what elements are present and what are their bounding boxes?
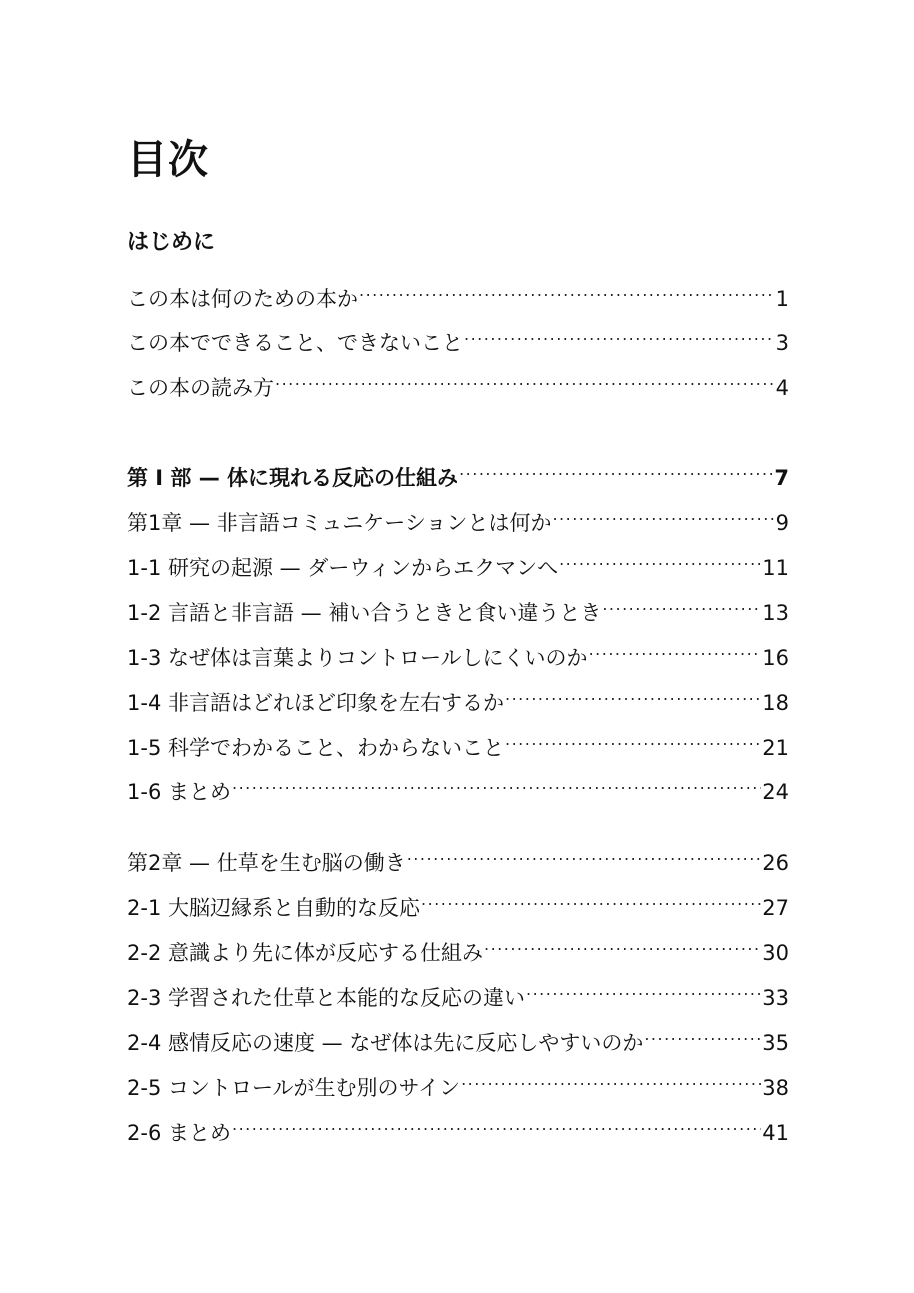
toc-entry[interactable]	[127, 1020, 789, 1055]
dot-leader	[505, 680, 761, 710]
toc-entry[interactable]	[127, 930, 789, 965]
dot-leader	[359, 276, 775, 306]
dot-leader	[484, 930, 761, 960]
toc-entry-page-number: 4	[775, 376, 789, 400]
dot-leader	[589, 635, 762, 665]
toc-entry-page-number: 13	[762, 601, 789, 625]
toc-entry-page-number: 9	[775, 511, 789, 535]
toc-entry-chapter-1[interactable]	[127, 500, 789, 535]
toc-entry-part-1[interactable]	[127, 455, 789, 490]
toc-entry-label: この本は何のための本か	[127, 287, 358, 311]
toc-entry[interactable]	[127, 1110, 789, 1145]
dot-leader	[505, 725, 761, 755]
toc-entry-label: 1-3 なぜ体は言葉よりコントロールしにくいのか	[127, 646, 588, 670]
toc-entry-page-number: 3	[775, 331, 789, 355]
toc-entry-page-number: 35	[762, 1031, 789, 1055]
toc-entry-page-number: 33	[762, 986, 789, 1010]
dot-leader	[275, 365, 775, 395]
toc-entry-page-number: 11	[762, 556, 789, 580]
toc-entry-page-number: 7	[774, 466, 789, 490]
toc-entry-page-number: 27	[762, 896, 789, 920]
toc-entry-page-number: 16	[762, 646, 789, 670]
page-title: 目次	[127, 137, 209, 183]
toc-entry-page-number: 21	[762, 736, 789, 760]
toc-entry-label: 1-5 科学でわかること、わからないこと	[127, 736, 504, 760]
toc-entry-label: 2-4 感情反応の速度 — なぜ体は先に反応しやすいのか	[127, 1031, 644, 1055]
dot-leader	[559, 545, 761, 575]
toc-entry-page-number: 18	[762, 691, 789, 715]
toc-entry-label: この本でできること、できないこと	[127, 331, 463, 355]
toc-entry[interactable]	[127, 276, 789, 311]
toc-entry[interactable]	[127, 769, 789, 804]
toc-entry-label: 1-6 まとめ	[127, 780, 231, 804]
section-heading-intro: はじめに	[127, 230, 216, 255]
toc-entry-page-number: 1	[775, 287, 789, 311]
toc-entry-label: 第2章 — 仕草を生む脳の働き	[127, 851, 406, 875]
toc-entry-page-number: 26	[762, 851, 789, 875]
toc-entry[interactable]	[127, 680, 789, 715]
toc-entry[interactable]	[127, 590, 789, 625]
toc-entry-label: 2-1 大脳辺縁系と自動的な反応	[127, 896, 420, 920]
toc-entry-label: 1-1 研究の起源 — ダーウィンからエクマンへ	[127, 556, 559, 580]
dot-leader	[602, 590, 761, 620]
toc-entry-label: 1-2 言語と非言語 — 補い合うときと食い違うとき	[127, 601, 602, 625]
toc-entry[interactable]	[127, 320, 789, 355]
toc-entry[interactable]	[127, 885, 789, 920]
toc-entry-page-number: 41	[762, 1121, 789, 1145]
toc-entry-chapter-2[interactable]	[127, 840, 789, 875]
toc-entry-label: この本の読み方	[127, 376, 274, 400]
dot-leader	[421, 885, 761, 915]
toc-entry-label: 2-5 コントロールが生む別のサイン	[127, 1076, 461, 1100]
dot-leader	[232, 769, 761, 799]
dot-leader	[407, 840, 762, 870]
dot-leader	[552, 500, 774, 530]
dot-leader	[464, 320, 775, 350]
toc-entry-page-number: 24	[762, 780, 789, 804]
toc-entry-page-number: 30	[762, 941, 789, 965]
dot-leader	[644, 1020, 761, 1050]
dot-leader	[459, 455, 773, 485]
toc-entry-label: 1-4 非言語はどれほど印象を左右するか	[127, 691, 504, 715]
toc-entry-label: 2-2 意識より先に体が反応する仕組み	[127, 941, 483, 965]
dot-leader	[232, 1110, 761, 1140]
toc-entry-label: 第1章 — 非言語コミュニケーションとは何か	[127, 511, 552, 535]
toc-entry-label: 2-3 学習された仕草と本能的な反応の違い	[127, 986, 525, 1010]
toc-entry-label: 2-6 まとめ	[127, 1121, 231, 1145]
toc-entry[interactable]	[127, 975, 789, 1010]
toc-entry-page-number: 38	[762, 1076, 789, 1100]
toc-entry[interactable]	[127, 1065, 789, 1100]
toc-entry[interactable]	[127, 725, 789, 760]
toc-entry-label: 第 I 部 — 体に現れる反応の仕組み	[127, 466, 459, 490]
toc-entry[interactable]	[127, 365, 789, 400]
dot-leader	[526, 975, 761, 1005]
dot-leader	[461, 1065, 761, 1095]
toc-entry[interactable]	[127, 545, 789, 580]
toc-entry[interactable]	[127, 635, 789, 670]
